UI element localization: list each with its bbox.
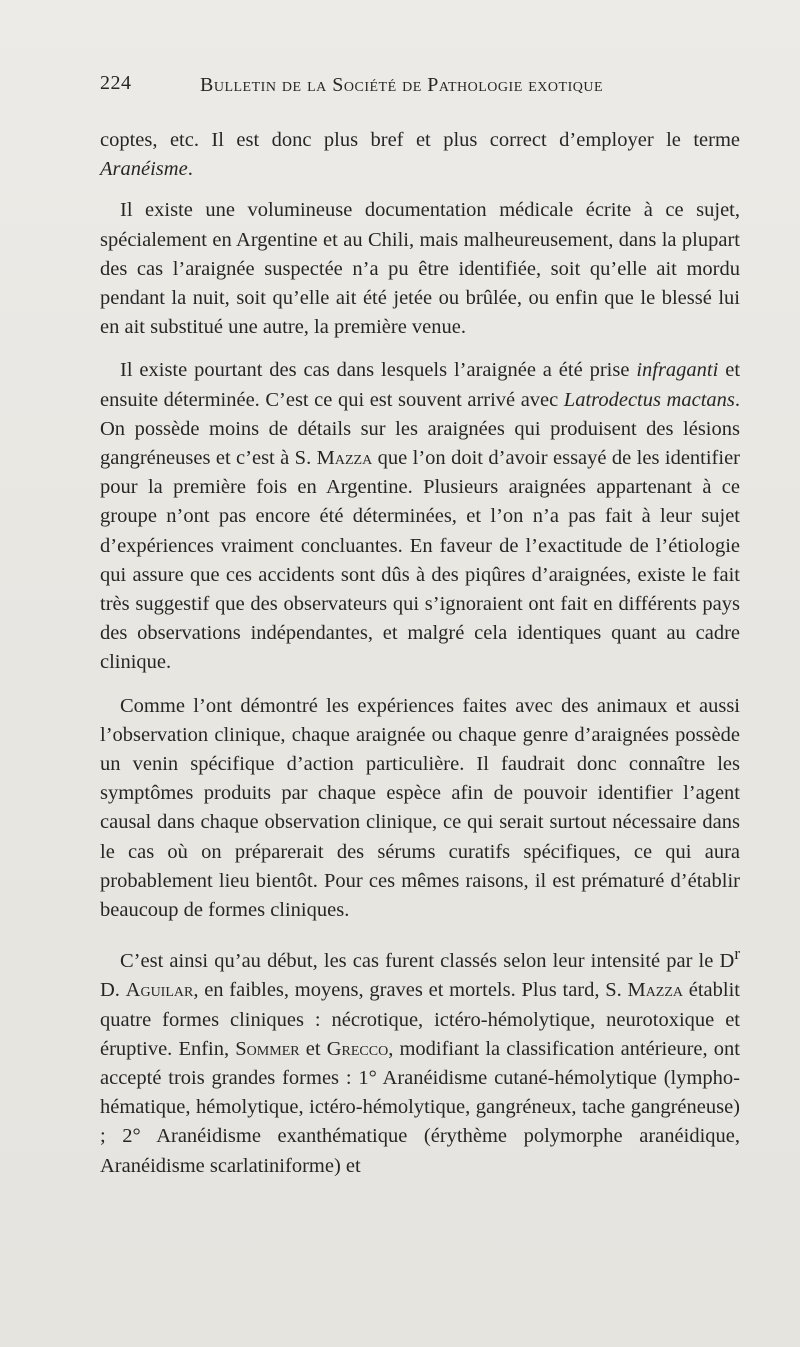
text-run: coptes, etc. Il est donc plus bref et plus correct d’employer le terme — [100, 129, 740, 151]
text-run: établit quatre formes cliniques : nécrotique, ictéro-hémolytique, neurotoxique et éruptive. Enfin, — [100, 979, 740, 1060]
running-header — [100, 72, 740, 108]
journal-title: Bulletin de la Société de Pathologie exotique — [200, 74, 604, 96]
text-run: Comme l’ont démontré les expériences faites avec des animaux et aussi l’observation clinique, chaque araignée ou chaque genre d’araignées possède un venin spécifique d’action particulière. Il faudrait donc connaître les symptômes produits par chaque espèce afin de pouvoir identifier l’agent causal dans chaque observation clinique, ce qui serait surtout nécessaire dans le cas où on préparerait des sérums curatifs spécifiques, ce qui aura probablement lieu bientôt. Pour ces mêmes raisons, il est prématuré d’établir beaucoup de formes cliniques. — [100, 694, 740, 922]
text-run: et — [299, 1037, 327, 1060]
text-run: . — [187, 158, 193, 181]
italic-text: Latrodectus mactans — [563, 388, 735, 411]
author-name: Mazza — [316, 447, 373, 470]
author-name: Sommer — [235, 1037, 300, 1060]
paragraph — [100, 692, 740, 926]
text-run: , en faibles, moyens, graves et mortels. Plus tard, S. — [193, 979, 628, 1002]
text-run: Il existe pourtant des cas dans lesquels l’araignée a été prise — [120, 359, 637, 382]
text-run: . On possède moins de détails sur les araignées qui produisent des lésions gangréneuses et c’est à S. — [100, 388, 740, 470]
italic-text: Aranéisme — [100, 158, 188, 181]
text-run: C’est ainsi qu’au début, les cas furent classés selon leur intensité par le D — [120, 950, 735, 973]
text-run: que l’on doit d’avoir essayé de les identifier pour la première fois en Argentine. Plusieurs araignées appartenant à ce groupe n’ont pas encore été déterminées, et l’on n’a pas fait à leur sujet d’expériences vraiment concluantes. En faveur de l’exactitude de l’étiologie qui assure que ces accidents sont dûs à des piqûres d’araignées, existe le fait très suggestif que des observateurs qui s’ignoraient ont fait en différents pays des observations indépendantes, et malgré cela identiques quant au cadre clinique. — [100, 447, 741, 674]
text-run: et ensuite déterminée. C’est ce qui est souvent arrivé avec — [100, 359, 741, 411]
text-run: Il existe une volumineuse documentation médicale écrite à ce sujet, spécialement en Argentine et au Chili, mais malheureusement, dans la plupart des cas l’araignée suspectée n’a pu être identifiée, soit qu’elle ait mordu pendant la nuit, soit qu’elle ait été jetée ou brûlée, ou enfin que le blessé lui en ait substitué une autre, la première venue. — [100, 199, 740, 339]
superscript: r — [734, 944, 740, 964]
body-text — [100, 126, 740, 1181]
paragraph — [100, 356, 740, 677]
author-name: Mazza — [627, 979, 684, 1002]
paragraph — [100, 126, 740, 184]
page-number: 224 — [100, 72, 132, 94]
author-name: Grecco — [326, 1037, 389, 1060]
author-name: Aguilar — [125, 979, 194, 1002]
paragraph — [100, 939, 740, 1180]
paragraph — [100, 196, 740, 342]
text-run: D. — [100, 979, 126, 1002]
text-run: , modifiant la classification antérieure, ont accepté trois grandes formes : 1° Aranéidisme cutané-hémolytique (lympho-hématique, hémolytique, ictéro-hémolytique, gangréneux, tache gangréneuse) ; 2° Aranéidisme exanthématique (érythème polymorphe aranéidique, Aranéidisme scarlatiniforme) et — [100, 1037, 741, 1177]
italic-text: infraganti — [636, 359, 719, 382]
